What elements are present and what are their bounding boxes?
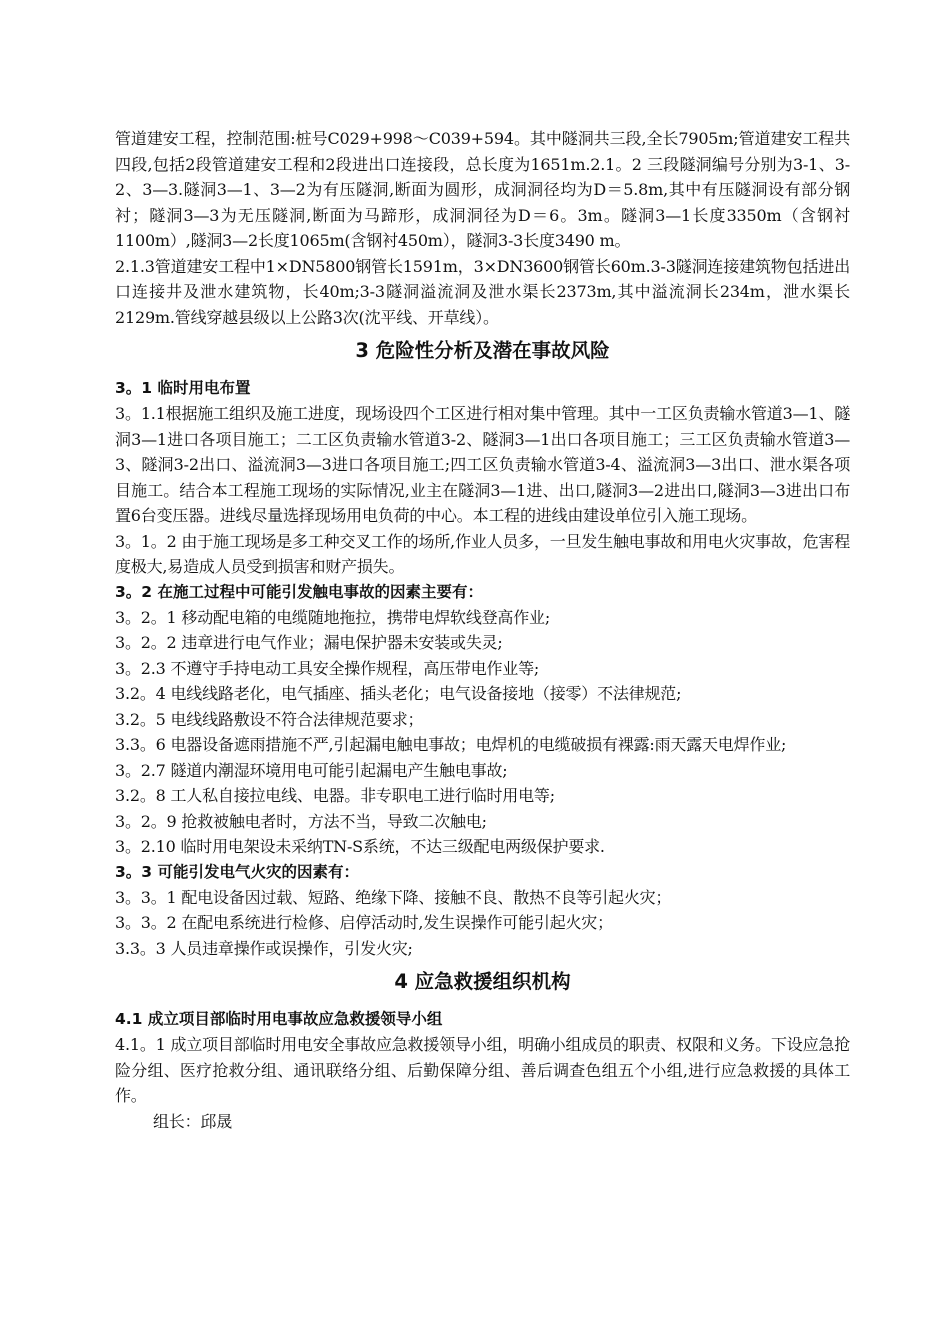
list-item-3-3-2: 3。3。2 在配电系统进行检修、启停活动时,发生误操作可能引起火灾； <box>115 913 613 932</box>
list-item-3-2-4: 3.2。4 电线线路老化，电气插座、插头老化；电气设备接地（接零）不法律规范; <box>115 684 682 703</box>
list-item-3-2-2: 3。2。2 违章进行电气作业；漏电保护器未安装或失灵; <box>115 633 503 652</box>
paragraph-3-1-2: 3。1。2 由于施工现场是多工种交叉工作的场所,作业人员多，一旦发生触电事故和用电火灾事故，危害程度极大,易造成人员受到损害和财产损失。 <box>115 531 850 576</box>
section-4-title: 4 应急救援组织机构 <box>394 970 571 993</box>
heading-4-1: 4.1 成立项目部临时用电事故应急救援领导小组 <box>115 1010 443 1028</box>
paragraph-3-1-1: 3。1.1根据施工组织及施工进度，现场设四个工区进行相对集中管理。其中一工区负责输水管道3—1、隧洞3—1进口各项目施工；二工区负责输水管道3-2、隧洞3—1出口各项目施工；三工区负责输水管道3—3、隧洞3-2出口、溢流洞3—3进口各项目施工;四工区负责输水管道3-4、溢流洞3—3出口、泄水渠各项目施工。结合本工程施工现场的实际情况,业主在隧洞3—1进、出口,隧洞3—2进出口,隧洞3—3进出口布置6台变压器。进线尽量选择现场用电负荷的中心。本工程的进线由建设单位引入施工现场。 <box>115 404 850 525</box>
list-item-3-2-9: 3。2。9 抢救被触电者时，方法不当，导致二次触电; <box>115 811 487 831</box>
heading-3-2: 3。2 在施工过程中可能引发触电事故的因素主要有： <box>115 582 483 601</box>
section-3-title: 3 危险性分析及潜在事故风险 <box>355 339 610 362</box>
document-body <box>115 126 850 1134</box>
heading-3-3: 3。3 可能引发电气火灾的因素有： <box>115 862 359 881</box>
paragraph-4-1-1: 4.1。1 成立项目部临时用电安全事故应急救援领导小组，明确小组成员的职责、权限和义务。下设应急抢险分组、医疗抢救分组、通讯联络分组、后勤保障分组、善后调查色组五个小组,进行应急救援的具体工作。 <box>115 1035 850 1105</box>
group-leader: 组长：邱晟 <box>153 1111 233 1131</box>
paragraph-pipeline-tunnels: 管道建安工程，控制范围:桩号C029+998～C039+594。其中隧洞共三段,全长7905m;管道建安工程共四段,包括2段管道建安工程和2段进出口连接段，总长度为1651m.2.1。2 三段隧洞编号分别为3-1、3-2、3—3.隧洞3—1、3—2为有压隧洞,断面为圆形，成洞洞径均为D＝5.8m,其中有压隧洞设有部分钢衬；隧洞3—3为无压隧洞,断面为马蹄形，成洞洞径为D＝6。3m。隧洞3—1长度3350m（含钢衬1100m）,隧洞3—2长度1065m(含钢衬450m），隧洞3-3长度3490 m。 <box>115 129 850 250</box>
paragraph-2-1-3: 2.1.3管道建安工程中1×DN5800钢管长1591m，3×DN3600钢管长60m.3-3隧洞连接建筑物包括进出口连接井及泄水建筑物，长40m;3-3隧洞溢流洞及泄水渠长2373m,其中溢流洞长234m，泄水渠长2129m.管线穿越县级以上公路3次(沈平线、开草线）。 <box>115 256 850 327</box>
heading-3-1: 3。1 临时用电布置 <box>115 379 251 397</box>
list-item-3-2-3: 3。2.3 不遵守手持电动工具安全操作规程，高压带电作业等; <box>115 658 540 678</box>
list-item-3-2-8: 3.2。8 工人私自接拉电线、电器。非专职电工进行临时用电等; <box>115 786 555 805</box>
list-item-3-2-1: 3。2。1 移动配电箱的电缆随地拖拉，携带电焊软线登高作业; <box>115 607 551 627</box>
list-item-3-3-3: 3.3。3 人员违章操作或误操作，引发火灾; <box>115 938 413 958</box>
list-item-3-3-1: 3。3。1 配电设备因过载、短路、绝缘下降、接触不良、散热不良等引起火灾； <box>115 887 672 907</box>
list-item-3-2-10: 3。2.10 临时用电架设未采纳TN-S系统，不达三级配电两级保护要求. <box>115 837 605 856</box>
list-item-3-2-5: 3.2。5 电线线路敷设不符合法律规范要求； <box>115 709 424 729</box>
list-item-3-2-7: 3。2.7 隧道内潮湿环境用电可能引起漏电产生触电事故; <box>115 760 508 780</box>
list-item-3-2-6: 3.3。6 电器设备遮雨措施不严,引起漏电触电事故；电焊机的电缆破损有裸露:雨天露天电焊作业; <box>115 735 787 754</box>
